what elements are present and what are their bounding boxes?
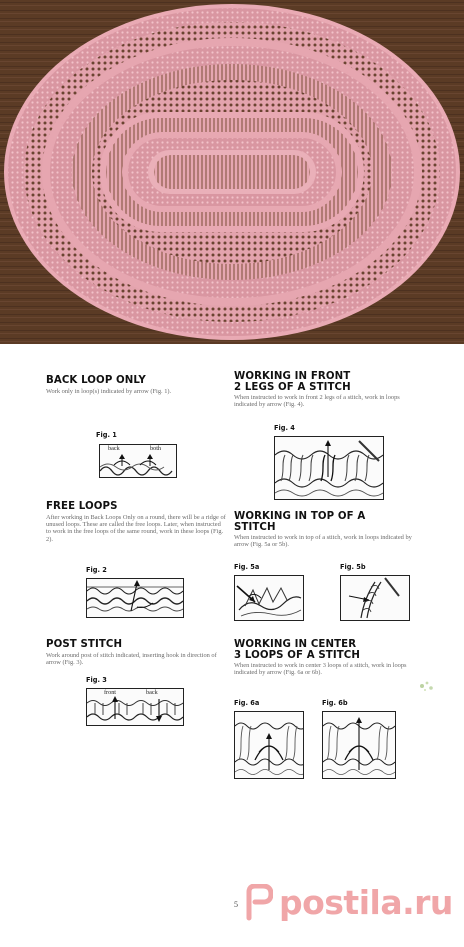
fig-2-diagram [86,578,184,618]
fig-5a-label: Fig. 5a [234,563,260,571]
fig-3-diagram [86,688,184,726]
crochet-doily-photo [0,0,464,344]
section-title-line-1: WORKING IN CENTER [234,639,357,650]
section-post-stitch [46,640,222,666]
fig-2-label: Fig. 2 [86,566,107,574]
doily-photo [0,0,464,344]
section-title-line-2: STITCH [234,521,276,533]
fig-5a-diagram [234,575,304,621]
fig-4-label: Fig. 4 [274,424,295,432]
fig-3-label-front: front [104,689,117,696]
fig-6a-diagram [234,711,304,779]
section-title-line-2: 3 LOOPS OF A STITCH [234,649,360,661]
instruction-page [0,344,464,947]
stain-decoration [414,678,440,696]
fig-1-label-both: both [150,445,162,452]
section-body: When instructed to work in top of a stitch, work in loops indicated by arrow (Fig. 5a or 5b). [234,534,412,549]
fig-3-label-back: back [146,689,158,696]
fig-5b-label: Fig. 5b [340,563,366,571]
watermark-text: postila.ru [279,883,453,922]
fig-4-diagram [274,436,384,500]
section-body: When instructed to work in center 3 loops of a stitch, work in loops indicated by arrow (Fig. 6a or 6b). [234,662,407,677]
postila-logo-icon [245,884,273,922]
postila-watermark[interactable] [245,880,455,926]
section-title: FREE LOOPS [46,501,118,512]
fig-1-label: Fig. 1 [96,431,117,439]
section-back-loop [46,376,222,395]
section-body: After working in Back Loops Only on a round, there will be a ridge of unused loops. These are called the free loops. Later, when instructed to work in the free loops of the same round, work in these loops (Fig. 2). [46,513,226,543]
section-title: BACK LOOP ONLY [46,375,146,386]
section-top-stitch [234,512,414,549]
fig-5b-diagram [340,575,410,621]
fig-3-label: Fig. 3 [86,676,107,684]
section-title-line-1: WORKING IN FRONT [234,371,351,382]
fig-6b-label: Fig. 6b [322,699,348,707]
section-free-loops [46,502,226,543]
section-title-line-2: 2 LEGS OF A STITCH [234,381,351,393]
fig-6b-diagram [322,711,396,779]
section-title: POST STITCH [46,639,123,650]
section-body: Work around post of stitch indicated, inserting hook in direction of arrow (Fig. 3). [46,651,217,666]
fig-1-label-back: back [108,445,120,452]
fig-6a-label: Fig. 6a [234,699,260,707]
section-title-line-1: WORKING IN TOP OF A [234,511,366,522]
section-front-legs [234,372,414,409]
section-body: Work only in loop(s) indicated by arrow (Fig. 1). [46,387,172,395]
page-number: 5 [234,900,238,909]
section-body: When instructed to work in front 2 legs of a stitch, work in loops indicated by arrow (Fig. 4). [234,394,400,409]
section-center-loops [234,640,414,677]
